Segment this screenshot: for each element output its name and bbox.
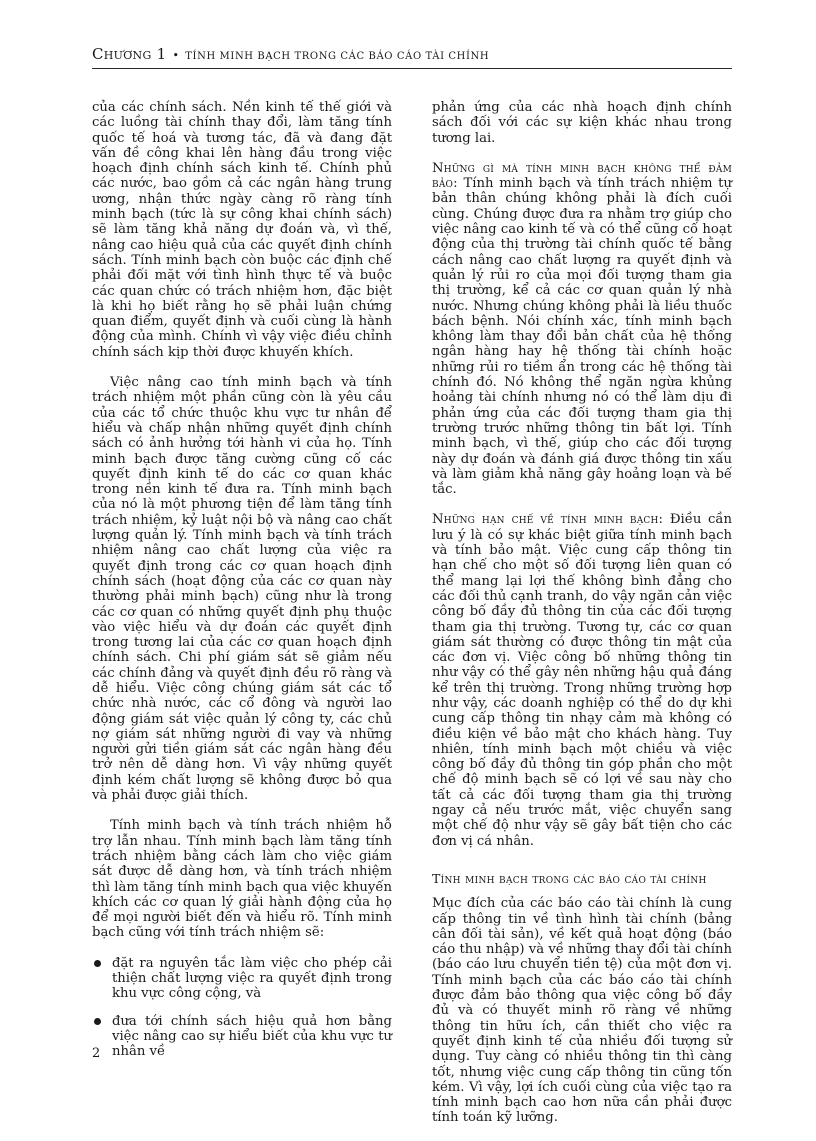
chapter-label: Chương 1 [92, 45, 167, 63]
page-number: 2 [92, 1046, 101, 1061]
section-heading: Tính minh bạch trong các báo cáo tài chính [432, 870, 707, 886]
bullet-icon [94, 1018, 101, 1025]
left-column [92, 100, 392, 1072]
right-column [432, 100, 732, 1141]
paragraph-mutual-support: Tính minh bạch và tính trách nhiệm hỗ trợ lẫn nhau. Tính minh bạch làm tăng tính trách nhiệm bằng cách làm cho việc giám sát được dễ dàng hơn, và tính trách nhiệm thì làm tăng tính minh bạch qua việc khuyến khích các cơ quan lý giải hành động của họ để mọi người biết đến và hiểu rõ. Tính minh bạch cũng với tính trách nhiệm sẽ: [92, 818, 392, 941]
bullet-item [92, 956, 392, 1002]
bullet-text: đưa tới chính sách hiệu quả hơn bằng việc nâng cao sự hiểu biết của khu vực tư nhân về [112, 1013, 392, 1060]
paragraph-transparency-accountability: Việc nâng cao tính minh bạch và tính trách nhiệm một phần cũng còn là yêu cầu của các tổ chức thuộc khu vực tư nhân để hiểu và chấp nhận những quyết định chính sách có ảnh hưởng tới hành vi của họ. Tính minh bạch được tăng cường cũng cố các quyết định kinh tế do các cơ quan khác trong nền kinh tế đưa ra. Tính minh bạch của nó là một phương tiện để làm tăng tính trách nhiệm, kỷ luật nội bộ và nâng cao chất lượng quản lý. Tính minh bạch và tính trách nhiệm nâng cao chất lượng của việc ra quyết định trong các cơ quan hoạch định chính sách (hoạt động của các cơ quan này thường phải minh bạch) cũng như là trong các cơ quan có những quyết định phụ thuộc vào việc hiểu và dự đoán các quyết định trong tương lai của các cơ quan hoạch định chính sách. Chi phí giám sát sẽ giảm nếu các chính đảng và quyết định đều rõ ràng và dễ hiểu. Việc công chúng giám sát các tổ chức nhà nước, các cổ đông và người lao động giám sát việc quản lý công ty, các chủ nợ giám sát những người đi vay và những người gửi tiền giám sát các ngân hàng đều trở nên dễ dàng hơn. Vì vậy những quyết định kém chất lượng sẽ không được bỏ qua và phải được giải thích. [92, 375, 392, 804]
header-separator: • [172, 49, 180, 62]
running-header [92, 45, 732, 63]
paragraph-limits-of-transparency [432, 161, 732, 498]
paragraph-financial-reports: Mục đích của các báo cáo tài chính là cung cấp thông tin về tình hình tài chính (bảng cân đối tài sản), về kết quả hoạt động (báo cáo thu nhập) và về những thay đổi tài chính (báo cáo lưu chuyển tiền tệ) của một đơn vị. Tính minh bạch của các báo cáo tài chính được đảm bảo thông qua việc công bố đầy đủ và có thuyết minh rõ ràng về những thông tin hữu ích, cần thiết cho việc ra quyết định kinh tế của nhiều đối tượng sử dụng. Tuy càng có nhiều thông tin thì càng tốt, nhưng việc cung cấp thông tin cũng tốn kém. Vì vậy, lợi ích cuối cùng của việc tạo ra tính minh bạch cao hơn nữa cần phải được tính toán kỹ lưỡng. [432, 896, 732, 1126]
chapter-title: TÍNH MINH BẠCH TRONG CÁC BÁO CÁO TÀI CHÍNH [185, 51, 490, 62]
paragraph-text: Tính minh bạch và tính trách nhiệm tự bản thân chúng không phải là đích cuối cùng. Chúng được đưa ra nhằm trợ giúp cho việc nâng cao kinh tế và có thể cũng cố hoạt động của thị trường tài chính quốc tế bằng cách nâng cao chất lượng ra quyết định và quản lý rủi ro của mọi đối tượng tham gia thị trường, kể cả các cơ quan quản lý nhà nước. Nhưng chúng không phải là liều thuốc bách bệnh. Nói chính xác, tính minh bạch không làm thay đổi bản chất của hệ thống ngân hàng hay hệ thống tài chính hoặc những rủi ro tiềm ẩn trong các hệ thống tài chính đó. Nó không thể ngăn ngừa khủng hoảng tài chính nhưng nó có thể làm dịu đi phản ứng của các đối tượng tham gia thị trường trước những thông tin bất lợi. Tính minh bạch, vì thế, giúp cho các đối tượng này dự đoán và đánh giá được thông tin xấu và làm giảm khả năng gây hoảng loạn và bế tắc. [432, 176, 732, 498]
bullet-text: đặt ra nguyên tắc làm việc cho phép cải thiện chất lượng việc ra quyết định trong khu vực công cộng, và [112, 955, 392, 1002]
paragraph-transparency-constraints [432, 512, 732, 849]
bullet-icon [94, 960, 101, 967]
paragraph-continued: của các chính sách. Nền kinh tế thế giới và các luồng tài chính thay đổi, làm tăng tính quốc tế hoá và tương tác, đã và đang đặt vấn đề công khai lên hàng đầu trong việc hoạch định chính sách kinh tế. Chính phủ các nước, bao gồm cả các ngân hàng trung ương, nhận thức ngày càng rõ ràng tính minh bạch (tức là sự công khai chính sách) sẽ làm tăng khả năng dự đoán và, vì thế, nâng cao hiệu quả của các quyết định chính sách. Tính minh bạch còn buộc các định chế phải đối mặt với tình hình thực tế và buộc các quan chức có trách nhiệm hơn, đặc biệt là khi họ biết rằng họ sẽ phải luận chứng quan điểm, quyết định và cuối cùng là hành động của mình. Chính vì vậy việc điều chỉnh chính sách kịp thời được khuyến khích. [92, 100, 392, 360]
runin-heading: Những hạn chế về tính minh bạch: [432, 512, 664, 528]
header-rule [92, 68, 732, 69]
paragraph-continued: phản ứng của các nhà hoạch định chính sách đối với các sự kiện khác nhau trong tương lai. [432, 100, 732, 146]
bullet-list [92, 956, 392, 1060]
paragraph-text: Điều cần lưu ý là có sự khác biệt giữa tính minh bạch và tính bảo mật. Việc cung cấp thông tin hạn chế cho một số đối tượng liên quan có thể mang lại lợi thế không bình đẳng cho các đối thủ cạnh tranh, do vậy ngăn cản việc công bố đầy đủ thông tin của các đối tượng tham gia thị trường. Tương tự, các cơ quan giám sát thường có được thông tin mật của các đơn vị. Việc công bố những thông tin như vậy có thể gây nên những hậu quả đáng kể trên thị trường. Trong những trường hợp như vậy, các doanh nghiệp có thể do dự khi cung cấp thông tin nhạy cảm mà không có điều kiện về bảo mật cho khách hàng. Tuy nhiên, tính minh bạch một chiều và việc công bố đầy đủ thông tin góp phần cho một chế độ minh bạch sẽ có lợi về sau này cho tất cả các đối tượng tham gia thị trường ngay cả nếu trước mắt, việc chuyển sang một chế độ như vậy sẽ gây bất tiện cho các đơn vị cá nhân. [432, 512, 732, 849]
runin-heading: Những gì mà tính minh bạch không thể đảm bảo: [432, 160, 732, 192]
bullet-item [92, 1014, 392, 1060]
